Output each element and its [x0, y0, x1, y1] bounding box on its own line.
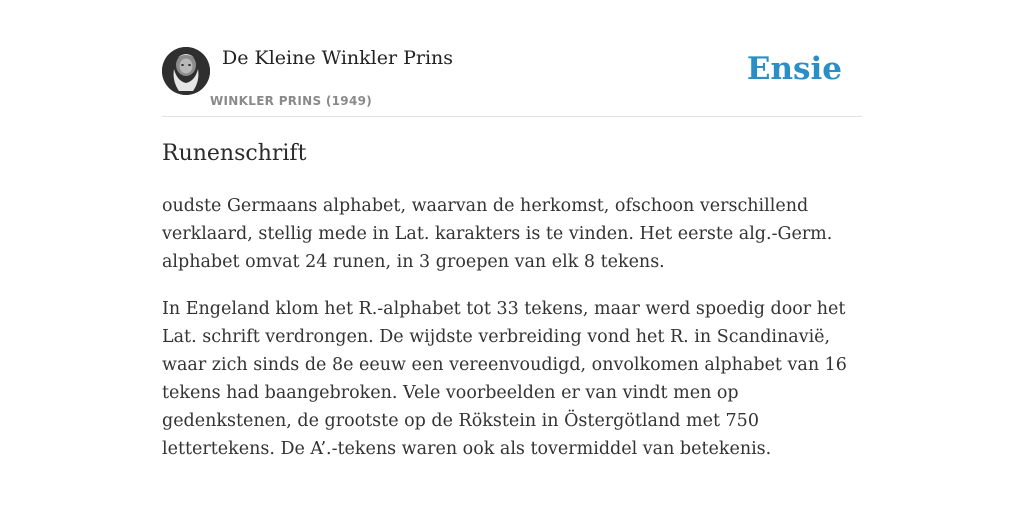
- entry-title: Runenschrift: [162, 141, 307, 166]
- author-portrait-icon: [162, 47, 210, 95]
- paragraph: oudste Germaans alphabet, waarvan de herkomst, ofschoon verschillend verklaard, stellig mede in Lat. karakters is te vinden. Het eerste alg.-Germ. alphabet omvat 24 runen, in 3 groepen van elk 8 tekens.: [162, 196, 833, 272]
- header: [162, 44, 862, 117]
- paragraph: In Engeland klom het R.-alphabet tot 33 tekens, maar werd spoedig door het Lat. schrift verdrongen. De wijdste verbreiding vond het R. in Scandinavië, waar zich sinds de 8e eeuw een vereenvoudigd, onvolkomen alphabet van 16 tekens had baangebroken. Vele voorbeelden er van vindt men op gedenkstenen, de grootste op de Rökstein in Östergötland met 750 lettertekens. De A’.-tekens waren ook als tovermiddel van betekenis.: [162, 299, 847, 459]
- book-title[interactable]: De Kleine Winkler Prins: [222, 47, 454, 69]
- ensie-logo[interactable]: Ensie: [746, 51, 842, 87]
- avatar[interactable]: [162, 47, 210, 95]
- source-label: WINKLER PRINS (1949): [210, 94, 373, 108]
- entry-content: [162, 192, 862, 482]
